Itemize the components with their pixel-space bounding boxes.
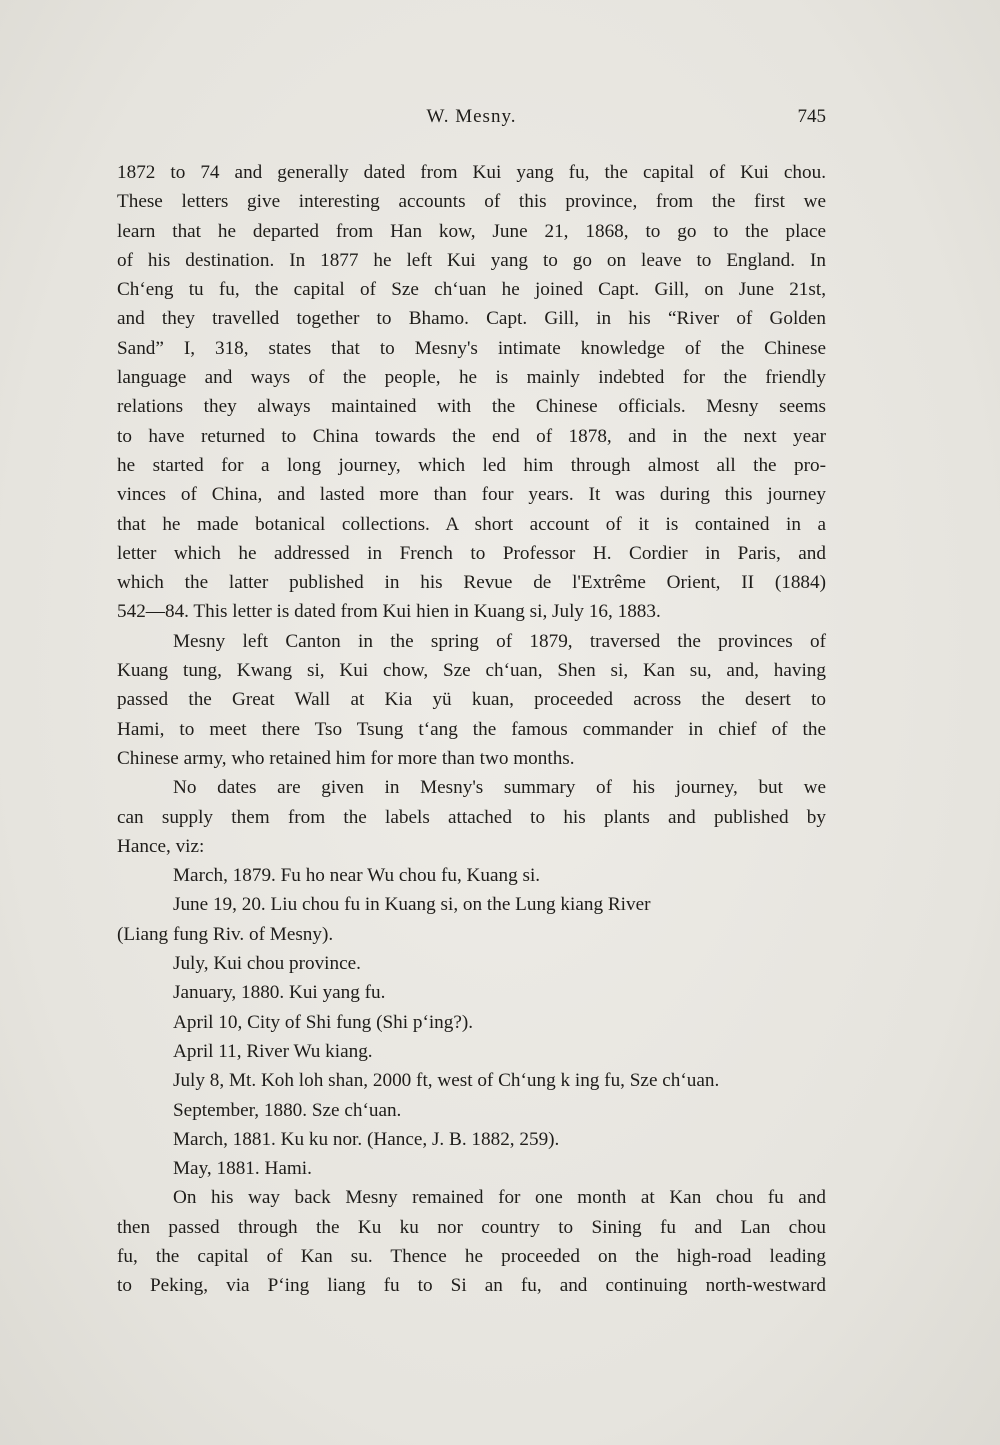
- text-line: Hance, viz:: [117, 835, 205, 857]
- text-line: fu, the capital of Kan su. Thence he proceeded on the high-road leading: [117, 1245, 826, 1267]
- text-line: that he made botanical collections. A short account of it is contained in a: [117, 513, 826, 535]
- text-line: and they travelled together to Bhamo. Capt. Gill, in his “River of Golden: [117, 308, 826, 330]
- list-item: March, 1881. Ku ku nor. (Hance, J. B. 1882, 259).: [173, 1128, 560, 1150]
- list-item: May, 1881. Hami.: [173, 1158, 312, 1180]
- text-line: Ch‘eng tu fu, the capital of Sze ch‘uan he joined Capt. Gill, on June 21st,: [117, 279, 826, 301]
- text-line: letter which he addressed in French to Professor H. Cordier in Paris, and: [117, 542, 826, 564]
- text-line: Sand” I, 318, states that to Mesny's intimate knowledge of the Chinese: [117, 337, 826, 359]
- list-item: April 10, City of Shi fung (Shi p‘ing?).: [173, 1011, 474, 1033]
- paragraph-first-line: No dates are given in Mesny's summary of his journey, but we: [173, 777, 826, 799]
- text-line: then passed through the Ku ku nor country to Sining fu and Lan chou: [117, 1216, 826, 1238]
- list-item: March, 1879. Fu ho near Wu chou fu, Kuang si.: [173, 865, 541, 887]
- text-line: he started for a long journey, which led him through almost all the pro-: [117, 454, 826, 476]
- text-line: learn that he departed from Han kow, June 21, 1868, to go to the place: [117, 220, 826, 242]
- body-text: [117, 158, 826, 1301]
- page-header: [117, 106, 826, 134]
- text-line: of his destination. In 1877 he left Kui yang to go on leave to England. In: [117, 249, 826, 271]
- paragraph-first-line: Mesny left Canton in the spring of 1879, traversed the provinces of: [173, 630, 826, 652]
- list-item: September, 1880. Sze ch‘uan.: [173, 1099, 402, 1121]
- list-item-continuation: (Liang fung Riv. of Mesny).: [117, 923, 334, 945]
- text-line: to have returned to China towards the end of 1878, and in the next year: [117, 425, 826, 447]
- text-line: Hami, to meet there Tso Tsung t‘ang the famous commander in chief of the: [117, 718, 826, 740]
- page-number: 745: [797, 106, 826, 127]
- text-line: These letters give interesting accounts of this province, from the first we: [117, 191, 826, 213]
- text-line: can supply them from the labels attached to his plants and published by: [117, 806, 826, 828]
- running-head: W. Mesny.: [426, 106, 517, 127]
- text-line: to Peking, via P‘ing liang fu to Si an fu, and continuing north-westward: [117, 1275, 826, 1297]
- list-item: April 11, River Wu kiang.: [173, 1040, 373, 1062]
- list-item: June 19, 20. Liu chou fu in Kuang si, on the Lung kiang River: [173, 894, 651, 916]
- text-line: Chinese army, who retained him for more than two months.: [117, 747, 575, 769]
- text-line: 1872 to 74 and generally dated from Kui yang fu, the capital of Kui chou.: [117, 162, 826, 183]
- list-item: July 8, Mt. Koh loh shan, 2000 ft, west of Ch‘ung k ing fu, Sze ch‘uan.: [173, 1070, 720, 1092]
- text-line: relations they always maintained with the Chinese officials. Mesny seems: [117, 396, 826, 418]
- list-item: July, Kui chou province.: [173, 953, 361, 975]
- list-item: January, 1880. Kui yang fu.: [173, 982, 386, 1004]
- text-line: language and ways of the people, he is mainly indebted for the friendly: [117, 367, 826, 389]
- text-line: vinces of China, and lasted more than four years. It was during this journey: [117, 484, 826, 506]
- text-line: passed the Great Wall at Kia yü kuan, proceeded across the desert to: [117, 689, 826, 711]
- text-line: Kuang tung, Kwang si, Kui chow, Sze ch‘uan, Shen si, Kan su, and, having: [117, 660, 826, 682]
- paragraph-first-line: On his way back Mesny remained for one month at Kan chou fu and: [173, 1187, 826, 1209]
- text-line: which the latter published in his Revue de l'Extrême Orient, II (1884): [117, 572, 826, 594]
- text-line: 542—84. This letter is dated from Kui hien in Kuang si, July 16, 1883.: [117, 601, 661, 623]
